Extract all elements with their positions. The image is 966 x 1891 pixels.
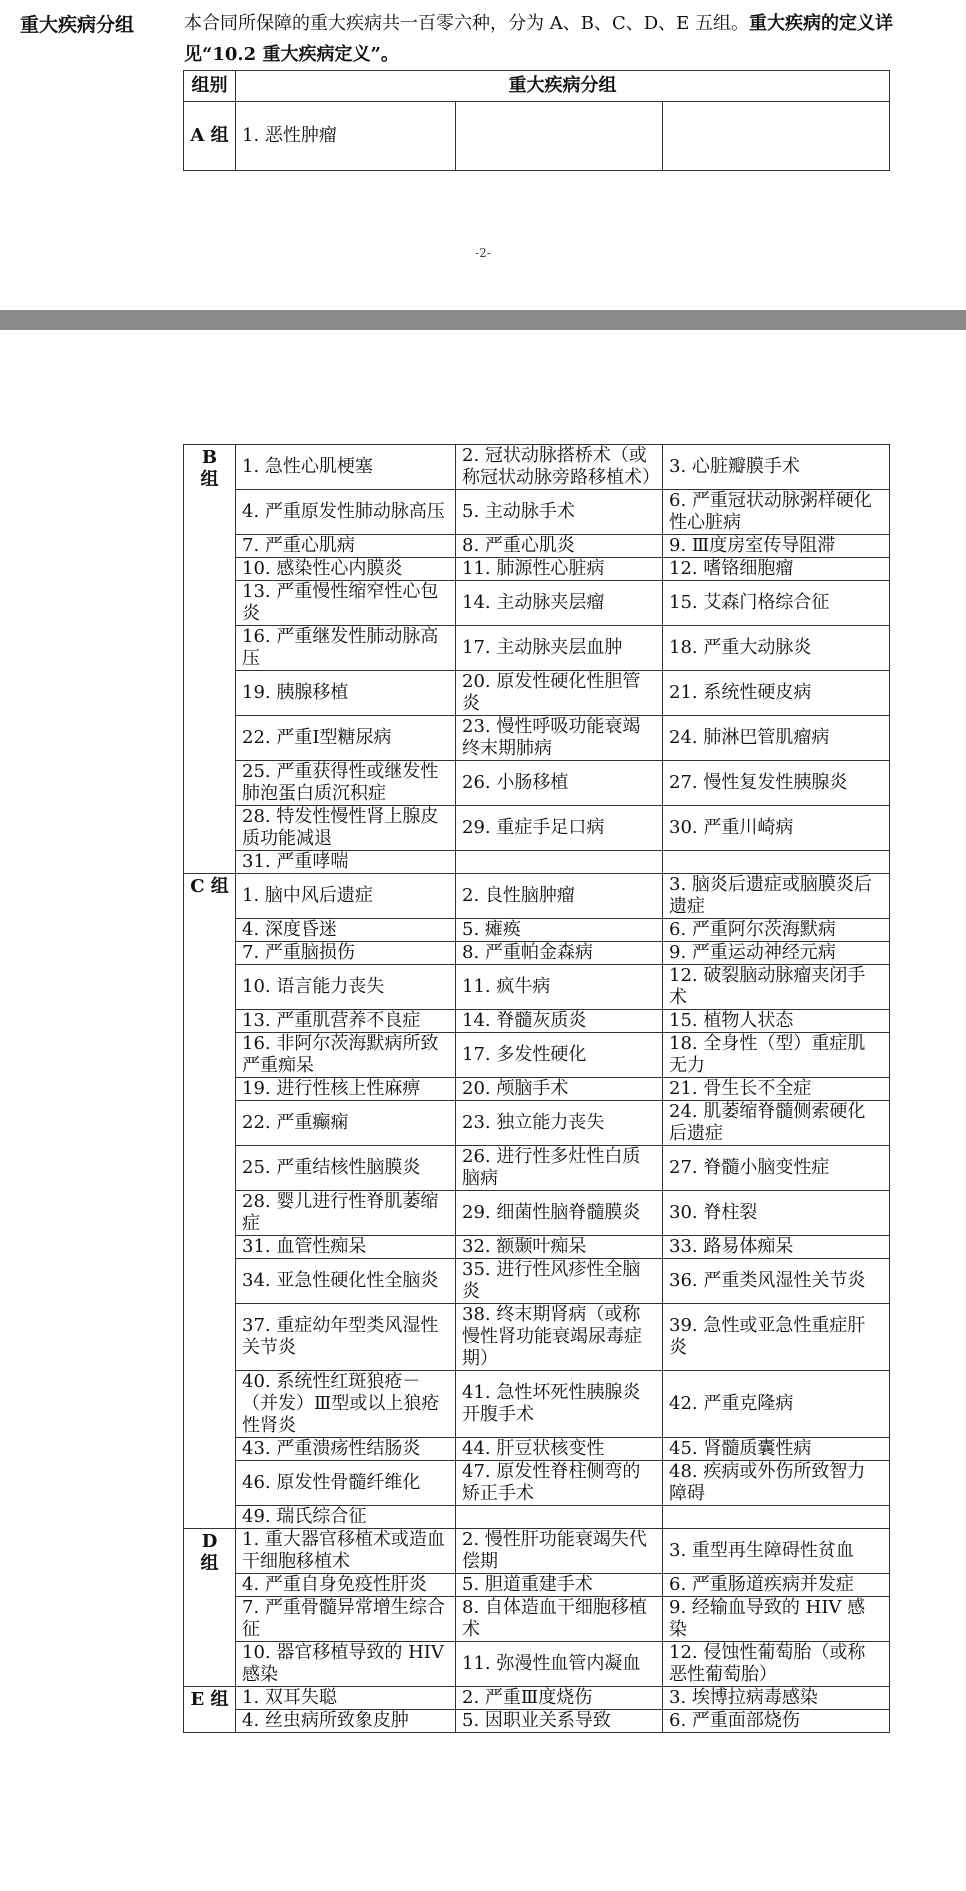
table-cell: 2. 冠状动脉搭桥术（或称冠状动脉旁路移植术） [456, 445, 663, 490]
table-cell: 10. 感染性心内膜炎 [236, 558, 456, 581]
table-cell: 9. Ⅲ度房室传导阻滞 [663, 535, 890, 558]
table-cell: 3. 心脏瓣膜手术 [663, 445, 890, 490]
table-cell: 37. 重症幼年型类风湿性关节炎 [236, 1304, 456, 1371]
table-cell: 48. 疾病或外伤所致智力障碍 [663, 1461, 890, 1506]
table-row [184, 1371, 890, 1438]
table-row [184, 806, 890, 851]
table-row [184, 671, 890, 716]
table-row [184, 1461, 890, 1506]
table-row [184, 1438, 890, 1461]
table-cell: 25. 严重结核性脑膜炎 [236, 1146, 456, 1191]
intro-text: 本合同所保障的重大疾病共一百零六种，分为 A、B、C、D、E 五组。 [184, 13, 750, 34]
table-cell: 4. 深度昏迷 [236, 919, 456, 942]
table-cell: 3. 埃博拉病毒感染 [663, 1687, 890, 1710]
table-cell: 22. 严重Ⅰ型糖尿病 [236, 716, 456, 761]
table-cell: 27. 脊髓小脑变性症 [663, 1146, 890, 1191]
table-cell: 24. 肌萎缩脊髓侧索硬化后遗症 [663, 1101, 890, 1146]
table-cell: 6. 严重阿尔茨海默病 [663, 919, 890, 942]
table-cell: 44. 肝豆状核变性 [456, 1438, 663, 1461]
table-cell: 47. 原发性脊柱侧弯的矫正手术 [456, 1461, 663, 1506]
table-cell: 24. 肺淋巴管肌瘤病 [663, 716, 890, 761]
header-group: 组别 [184, 71, 236, 102]
table-cell: 11. 疯牛病 [456, 965, 663, 1010]
table-cell: 14. 脊髓灰质炎 [456, 1010, 663, 1033]
group-a-table [183, 70, 890, 171]
table-cell: 42. 严重克隆病 [663, 1371, 890, 1438]
table-cell: 17. 主动脉夹层血肿 [456, 626, 663, 671]
table-cell: 21. 骨生长不全症 [663, 1078, 890, 1101]
table-cell: 9. 经输血导致的 HIV 感染 [663, 1597, 890, 1642]
table-cell [663, 851, 890, 874]
table-cell: 28. 婴儿进行性脊肌萎缩症 [236, 1191, 456, 1236]
table-cell: 14. 主动脉夹层瘤 [456, 581, 663, 626]
table-cell: 5. 因职业关系导致 [456, 1710, 663, 1733]
table-cell: 2. 严重Ⅲ度烧伤 [456, 1687, 663, 1710]
group-label: B 组 [184, 445, 236, 874]
table-row [184, 919, 890, 942]
table-row [184, 1642, 890, 1687]
table-cell: 26. 进行性多灶性白质脑病 [456, 1146, 663, 1191]
table-row [184, 1236, 890, 1259]
table-row [184, 1191, 890, 1236]
table-cell: 12. 破裂脑动脉瘤夹闭手术 [663, 965, 890, 1010]
table-cell: 34. 亚急性硬化性全脑炎 [236, 1259, 456, 1304]
table-cell: 39. 急性或亚急性重症肝炎 [663, 1304, 890, 1371]
table-cell [456, 851, 663, 874]
table-cell: 1. 重大器官移植术或造血干细胞移植术 [236, 1529, 456, 1574]
intro-definition-reference: 重大疾病的定义详见“10.2 重大疾病定义”。 [184, 13, 894, 65]
table-row [184, 1010, 890, 1033]
table-cell: 7. 严重心肌病 [236, 535, 456, 558]
page-divider [0, 310, 966, 330]
table-row [184, 965, 890, 1010]
group-label: E 组 [184, 1687, 236, 1733]
section-title: 重大疾病分组 [20, 14, 135, 36]
table-cell: 8. 自体造血干细胞移植术 [456, 1597, 663, 1642]
table-row [184, 558, 890, 581]
table-cell: 8. 严重帕金森病 [456, 942, 663, 965]
table-cell: 35. 进行性风疹性全脑炎 [456, 1259, 663, 1304]
table-cell: 26. 小肠移植 [456, 761, 663, 806]
table-cell: 13. 严重肌营养不良症 [236, 1010, 456, 1033]
table-cell: 15. 艾森门格综合征 [663, 581, 890, 626]
table-cell [456, 102, 663, 171]
table-row [184, 1259, 890, 1304]
table-row [184, 1529, 890, 1574]
table-cell: 11. 弥漫性血管内凝血 [456, 1642, 663, 1687]
table-cell: 46. 原发性骨髓纤维化 [236, 1461, 456, 1506]
page-top [0, 0, 966, 310]
table-cell: 20. 颅脑手术 [456, 1078, 663, 1101]
table-cell: 4. 严重原发性肺动脉高压 [236, 490, 456, 535]
table-cell: 27. 慢性复发性胰腺炎 [663, 761, 890, 806]
table-cell: 23. 慢性呼吸功能衰竭终末期肺病 [456, 716, 663, 761]
table-cell [456, 1506, 663, 1529]
table-cell: 8. 严重心肌炎 [456, 535, 663, 558]
table-cell: 6. 严重面部烧伤 [663, 1710, 890, 1733]
table-cell: 1. 脑中风后遗症 [236, 874, 456, 919]
group-label: C 组 [184, 874, 236, 1529]
table-cell: 13. 严重慢性缩窄性心包炎 [236, 581, 456, 626]
table-cell: 33. 路易体痴呆 [663, 1236, 890, 1259]
table-cell: 3. 脑炎后遗症或脑膜炎后遗症 [663, 874, 890, 919]
table-cell: 38. 终末期肾病（或称慢性肾功能衰竭尿毒症期） [456, 1304, 663, 1371]
table-cell: 11. 肺源性心脏病 [456, 558, 663, 581]
table-cell: 45. 肾髓质囊性病 [663, 1438, 890, 1461]
table-cell: 25. 严重获得性或继发性肺泡蛋白质沉积症 [236, 761, 456, 806]
table-cell: 41. 急性坏死性胰腺炎开腹手术 [456, 1371, 663, 1438]
intro-paragraph [184, 8, 924, 70]
table-row [184, 874, 890, 919]
table-cell: 30. 脊柱裂 [663, 1191, 890, 1236]
table-row [184, 626, 890, 671]
table-cell: 19. 进行性核上性麻痹 [236, 1078, 456, 1101]
table-cell: 49. 瑞氏综合征 [236, 1506, 456, 1529]
table-cell: 5. 主动脉手术 [456, 490, 663, 535]
header-diseases: 重大疾病分组 [236, 71, 890, 102]
table-row [184, 1687, 890, 1710]
table-row [184, 1710, 890, 1733]
table-row [184, 1597, 890, 1642]
table-row [184, 535, 890, 558]
table-row [184, 761, 890, 806]
table-row [184, 581, 890, 626]
table-cell: 1. 急性心肌梗塞 [236, 445, 456, 490]
table-cell: 23. 独立能力丧失 [456, 1101, 663, 1146]
table-cell: 12. 嗜铬细胞瘤 [663, 558, 890, 581]
table-cell: 10. 器官移植导致的 HIV 感染 [236, 1642, 456, 1687]
table-cell: 21. 系统性硬皮病 [663, 671, 890, 716]
table-cell: 32. 额颞叶痴呆 [456, 1236, 663, 1259]
table-cell: 12. 侵蚀性葡萄胎（或称恶性葡萄胎） [663, 1642, 890, 1687]
table-cell: 22. 严重癫痫 [236, 1101, 456, 1146]
table-cell: 31. 严重哮喘 [236, 851, 456, 874]
table-cell: 4. 严重自身免疫性肝炎 [236, 1574, 456, 1597]
table-cell: 4. 丝虫病所致象皮肿 [236, 1710, 456, 1733]
disease-groups-table [183, 444, 890, 1733]
table-cell: 16. 非阿尔茨海默病所致严重痴呆 [236, 1033, 456, 1078]
table-row [184, 716, 890, 761]
page-bottom [0, 330, 966, 1891]
table-cell: 2. 慢性肝功能衰竭失代偿期 [456, 1529, 663, 1574]
table-cell: 19. 胰腺移植 [236, 671, 456, 716]
table-cell [663, 102, 890, 171]
table-cell: 6. 严重冠状动脉粥样硬化性心脏病 [663, 490, 890, 535]
table-cell: 2. 良性脑肿瘤 [456, 874, 663, 919]
table-cell: 17. 多发性硬化 [456, 1033, 663, 1078]
table-cell: 7. 严重骨髓异常增生综合征 [236, 1597, 456, 1642]
table-cell: 15. 植物人状态 [663, 1010, 890, 1033]
table-cell: 36. 严重类风湿性关节炎 [663, 1259, 890, 1304]
table-cell: 16. 严重继发性肺动脉高压 [236, 626, 456, 671]
table-cell: 10. 语言能力丧失 [236, 965, 456, 1010]
table-cell: 28. 特发性慢性肾上腺皮质功能减退 [236, 806, 456, 851]
table-row [184, 942, 890, 965]
table-row [184, 1078, 890, 1101]
table-row [184, 851, 890, 874]
table-row [184, 1146, 890, 1191]
table-cell: 7. 严重脑损伤 [236, 942, 456, 965]
table-cell: 6. 严重肠道疾病并发症 [663, 1574, 890, 1597]
table-cell: 5. 瘫痪 [456, 919, 663, 942]
table-cell: 29. 细菌性脑脊髓膜炎 [456, 1191, 663, 1236]
table-cell: 29. 重症手足口病 [456, 806, 663, 851]
table-cell: 1. 恶性肿瘤 [236, 102, 456, 171]
table-cell: 43. 严重溃疡性结肠炎 [236, 1438, 456, 1461]
table-row [184, 1101, 890, 1146]
table-cell: 30. 严重川崎病 [663, 806, 890, 851]
page-number: -2- [475, 246, 491, 260]
table-row [184, 102, 890, 171]
group-label: D 组 [184, 1529, 236, 1687]
table-cell: 20. 原发性硬化性胆管炎 [456, 671, 663, 716]
table-cell: 3. 重型再生障碍性贫血 [663, 1529, 890, 1574]
table-row [184, 490, 890, 535]
table-cell: 40. 系统性红斑狼疮－（并发）Ⅲ型或以上狼疮性肾炎 [236, 1371, 456, 1438]
table-cell: 18. 全身性（型）重症肌无力 [663, 1033, 890, 1078]
table-cell: 1. 双耳失聪 [236, 1687, 456, 1710]
table-row [184, 1304, 890, 1371]
table-cell: 5. 胆道重建手术 [456, 1574, 663, 1597]
table-row [184, 1506, 890, 1529]
table-row [184, 445, 890, 490]
group-label: A 组 [184, 102, 236, 171]
table-row [184, 1574, 890, 1597]
table-cell: 18. 严重大动脉炎 [663, 626, 890, 671]
table-cell: 31. 血管性痴呆 [236, 1236, 456, 1259]
table-cell [663, 1506, 890, 1529]
table-cell: 9. 严重运动神经元病 [663, 942, 890, 965]
table-row [184, 1033, 890, 1078]
